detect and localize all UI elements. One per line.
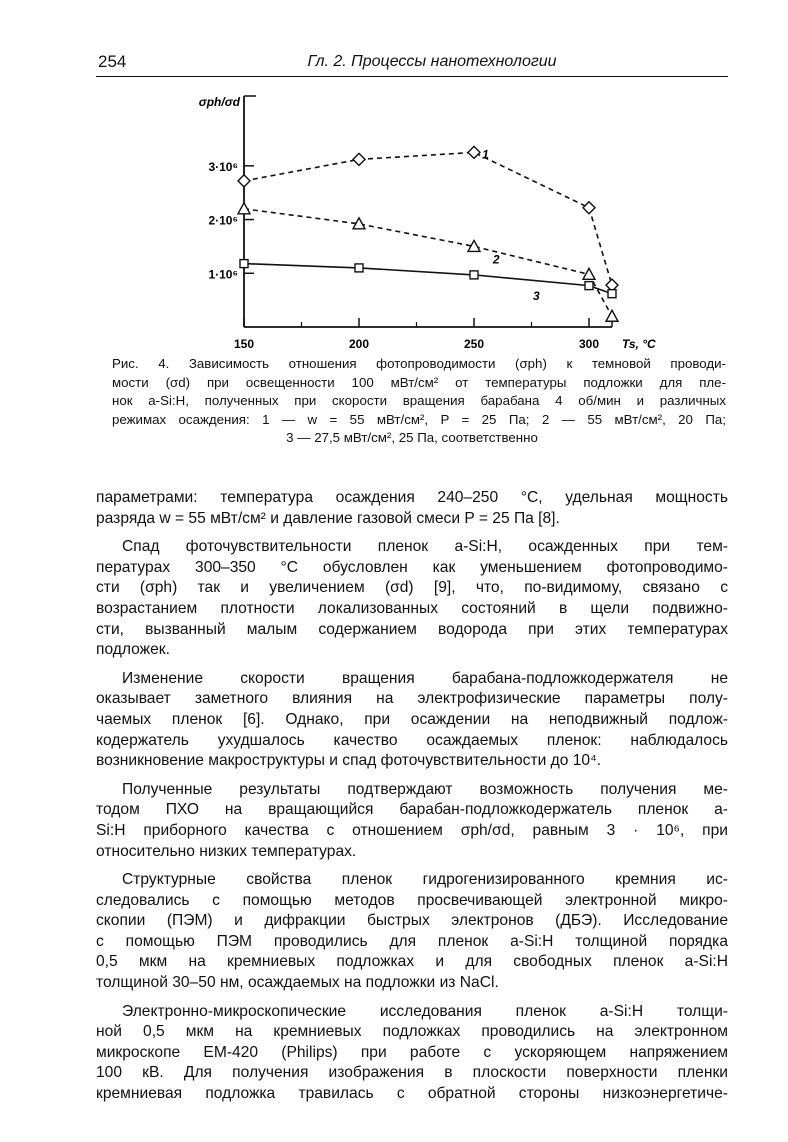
series-2-label: 2 — [492, 252, 500, 267]
text-line: Электронно-микроскопические исследования пленок a-Si:H толщи- — [122, 1002, 728, 1020]
text-line: пературах 300–350 °С обусловлен как уменьшением фотопроводимо- — [96, 558, 728, 576]
y-tick-label: 1·10⁶ — [208, 267, 238, 282]
text-line: оказывает заметного влияния на электрофизические параметры полу- — [96, 690, 728, 708]
series-3-point — [470, 271, 478, 279]
caption-line: мости (σd) при освещенности 100 мВт/см² от температуры подложки для пле- — [112, 374, 726, 390]
text-line: подложек. — [96, 641, 170, 659]
chart-axes — [244, 96, 612, 327]
x-axis-label: Ts, °C — [622, 337, 656, 351]
series-3-point — [355, 264, 363, 272]
x-tick-label: 200 — [348, 337, 370, 351]
text-line: следовались с помощью методов просвечивающей электронной микро- — [96, 891, 728, 909]
chart-series — [238, 146, 618, 321]
text-line: Структурные свойства пленок гидрогенизированного кремния ис- — [122, 871, 728, 889]
text-line: относительно низких температурах. — [96, 842, 357, 860]
text-line: разряда w = 55 мВт/см² и давление газовой смеси P = 25 Па [8]. — [96, 509, 560, 527]
x-tick-label: 150 — [233, 337, 255, 351]
y-tick-label: 2·10⁶ — [208, 213, 238, 228]
text-line: тодом ПХО на вращающийся барабан-подложкодержатель пленок a- — [96, 801, 728, 819]
caption-line: Рис. 4. Зависимость отношения фотопроводимости (σph) к темновой проводи- — [112, 356, 726, 371]
text-line: скопии (ПЭМ) и дифракции быстрых электронов (ДБЭ). Исследование — [96, 912, 728, 930]
text-line: кремниевая подложка травилась с обратной стороны низкоэнергетиче- — [96, 1085, 728, 1103]
paragraph — [96, 870, 728, 994]
chart-labels — [199, 95, 656, 351]
running-title: Гл. 2. Процессы нанотехнологии — [307, 53, 557, 70]
text-line: сти (σph) так и увеличением (σd) [9], что, по-видимому, связано с — [96, 579, 728, 597]
page-number: 254 — [98, 52, 127, 71]
caption-line: нок a-Si:H, полученных при скорости вращения барабана 4 об/мин и различных — [112, 393, 726, 408]
text-line: Изменение скорости вращения барабана-подложкодержателя не — [122, 669, 728, 687]
x-tick-label: 300 — [578, 337, 600, 351]
text-line: кодержатель ухудшалось качество осаждаемых пленок: наблюдалось — [96, 731, 728, 749]
text-line: чаемых пленок [6]. Однако, при осаждении на неподвижный подлож- — [96, 710, 728, 728]
text-line: возникновение макроструктуры и спад фоточувствительности до 10⁴. — [96, 752, 602, 770]
text-line: с помощью ПЭМ проводились для пленок a-Si:H толщиной порядка — [96, 932, 728, 950]
figure-chart — [0, 0, 788, 355]
paragraph — [96, 488, 728, 529]
text-line: толщиной 30–50 нм, осаждаемых на подложки из NaCl. — [96, 974, 499, 992]
paragraph — [96, 669, 728, 772]
x-tick-label: 250 — [463, 337, 485, 351]
text-line: Полученные результаты подтверждают возможность получения ме- — [122, 780, 728, 798]
series-1-point — [238, 175, 250, 187]
text-line: Si:H приборного качества с отношением σph/σd, равным 3 · 10⁶, при — [96, 821, 728, 839]
y-axis-label: σph/σd — [198, 95, 240, 109]
caption-line: 3 — 27,5 мВт/см², 25 Па, соответственно — [286, 430, 538, 445]
figure-caption — [112, 355, 726, 448]
paragraph — [96, 1002, 728, 1105]
text-line: возрастанием плотности локализованных состояний в щели подвижно- — [96, 599, 728, 617]
series-1-label: 1 — [482, 147, 489, 162]
text-line: 100 кВ. Для получения изображения в плоскости поверхности пленки — [96, 1064, 728, 1082]
series-3-point — [240, 260, 248, 268]
series-2-line — [244, 209, 612, 316]
text-line: Спад фоточувствительности пленок a-Si:H, осажденных при тем- — [122, 538, 728, 556]
text-line: 0,5 мкм на кремниевых подложках и для свободных пленок a-Si:H — [96, 953, 728, 971]
text-line: микроскопе EM-420 (Philips) при работе с ускоряющем напряжением — [96, 1043, 728, 1061]
caption-line: режимах осаждения: 1 — w = 55 мВт/см², P = 25 Па; 2 — 55 мВт/см², 20 Па; — [112, 411, 726, 427]
series-1-point — [583, 202, 595, 214]
series-2-point — [238, 203, 250, 214]
series-1-point — [468, 146, 480, 158]
series-3-line — [244, 264, 612, 294]
series-2-point — [583, 268, 595, 279]
text-line: ной 0,5 мкм на кремниевых подложках проводились на электронном — [96, 1023, 728, 1041]
paragraph — [96, 537, 728, 661]
body-text — [96, 488, 728, 1113]
paragraph — [96, 780, 728, 862]
series-3-label: 3 — [533, 289, 540, 304]
y-tick-label: 3·10⁶ — [208, 159, 238, 174]
text-line: сти, вызванный малым содержанием водорода при этих температурах — [96, 620, 728, 638]
series-2-point — [606, 310, 618, 321]
series-3-point — [585, 282, 593, 290]
text-line: параметрами: температура осаждения 240–250 °С, удельная мощность — [96, 489, 728, 506]
series-1-point — [353, 153, 365, 165]
series-3-point — [608, 290, 616, 298]
